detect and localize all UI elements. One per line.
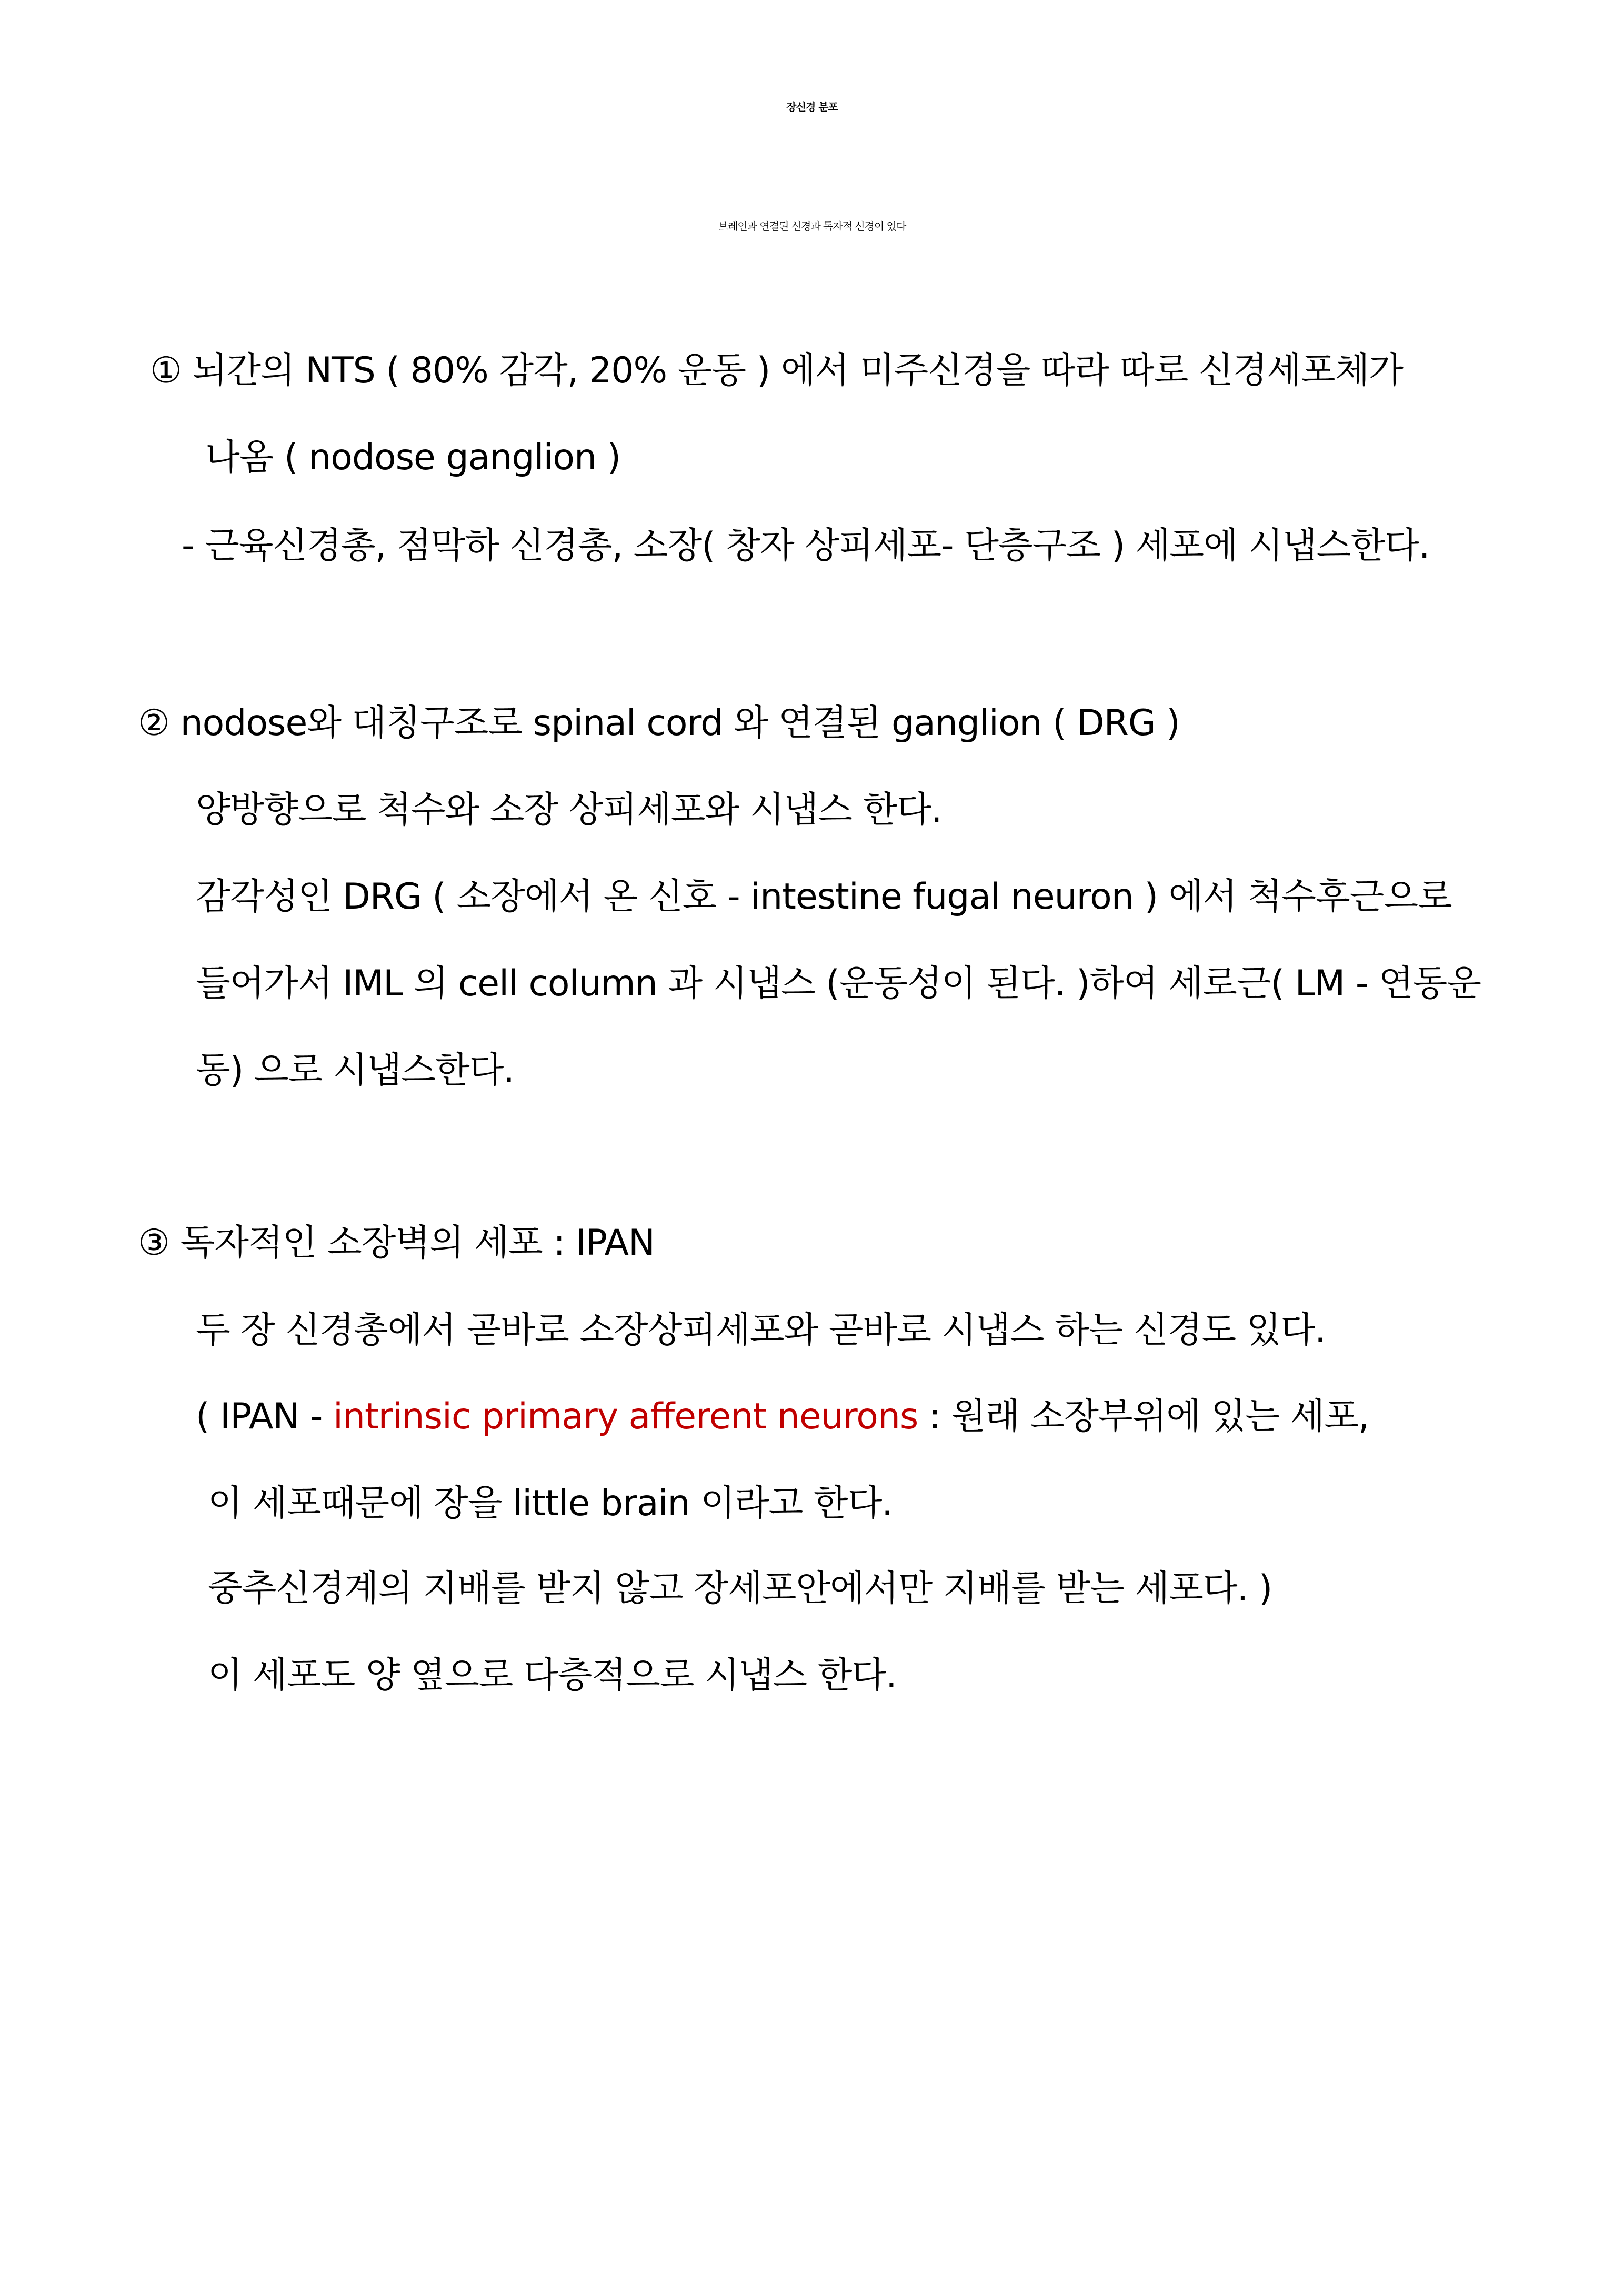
section3-line3-suffix: : 원래 소장부위에 있는 세포,	[918, 1396, 1369, 1437]
section3-line2: 두 장 신경총에서 곧바로 소장상피세포와 곧바로 시냅스 하는 신경도 있다.	[196, 1310, 1326, 1351]
page-title: 장신경 분포	[786, 100, 838, 113]
section1-line3: - 근육신경총, 점막하 신경총, 소장( 창자 상피세포- 단층구조 ) 세포에 시냅스한다.	[182, 525, 1430, 567]
section3-line5: 중추신경계의 지배를 받지 않고 장세포안에서만 지배를 받는 세포다. )	[208, 1568, 1272, 1609]
section3-line4: 이 세포때문에 장을 little brain 이라고 한다.	[208, 1483, 893, 1524]
section3-line3	[196, 1393, 1369, 1441]
section2-line2: 양방향으로 척수와 소장 상피세포와 시냅스 한다.	[196, 789, 942, 831]
section2-line3: 감각성인 DRG ( 소장에서 온 신호 - intestine fugal neuron ) 에서 척수후근으로	[196, 876, 1452, 918]
section2-line1: ② nodose와 대칭구조로 spinal cord 와 연결된 ganglion ( DRG )	[138, 702, 1180, 744]
ipan-definition-highlight: intrinsic primary afferent neurons	[333, 1396, 918, 1437]
section2-line5: 동) 으로 시냅스한다.	[196, 1050, 514, 1091]
page-subtitle: 브레인과 연결된 신경과 독자적 신경이 있다	[718, 220, 906, 233]
section3-line3-prefix: ( IPAN -	[196, 1396, 334, 1437]
section3-line6: 이 세포도 양 옆으로 다층적으로 시냅스 한다.	[208, 1655, 897, 1696]
section1-line2: 나옴 ( nodose ganglion )	[205, 437, 621, 478]
section3-line1: ③ 독자적인 소장벽의 세포 : IPAN	[138, 1222, 655, 1264]
section2-line4: 들어가서 IML 의 cell column 과 시냅스 (운동성이 된다. )하여 세로근( LM - 연동운	[196, 963, 1481, 1004]
section1-line1: ① 뇌간의 NTS ( 80% 감각, 20% 운동 ) 에서 미주신경을 따라 따로 신경세포체가	[150, 350, 1403, 391]
